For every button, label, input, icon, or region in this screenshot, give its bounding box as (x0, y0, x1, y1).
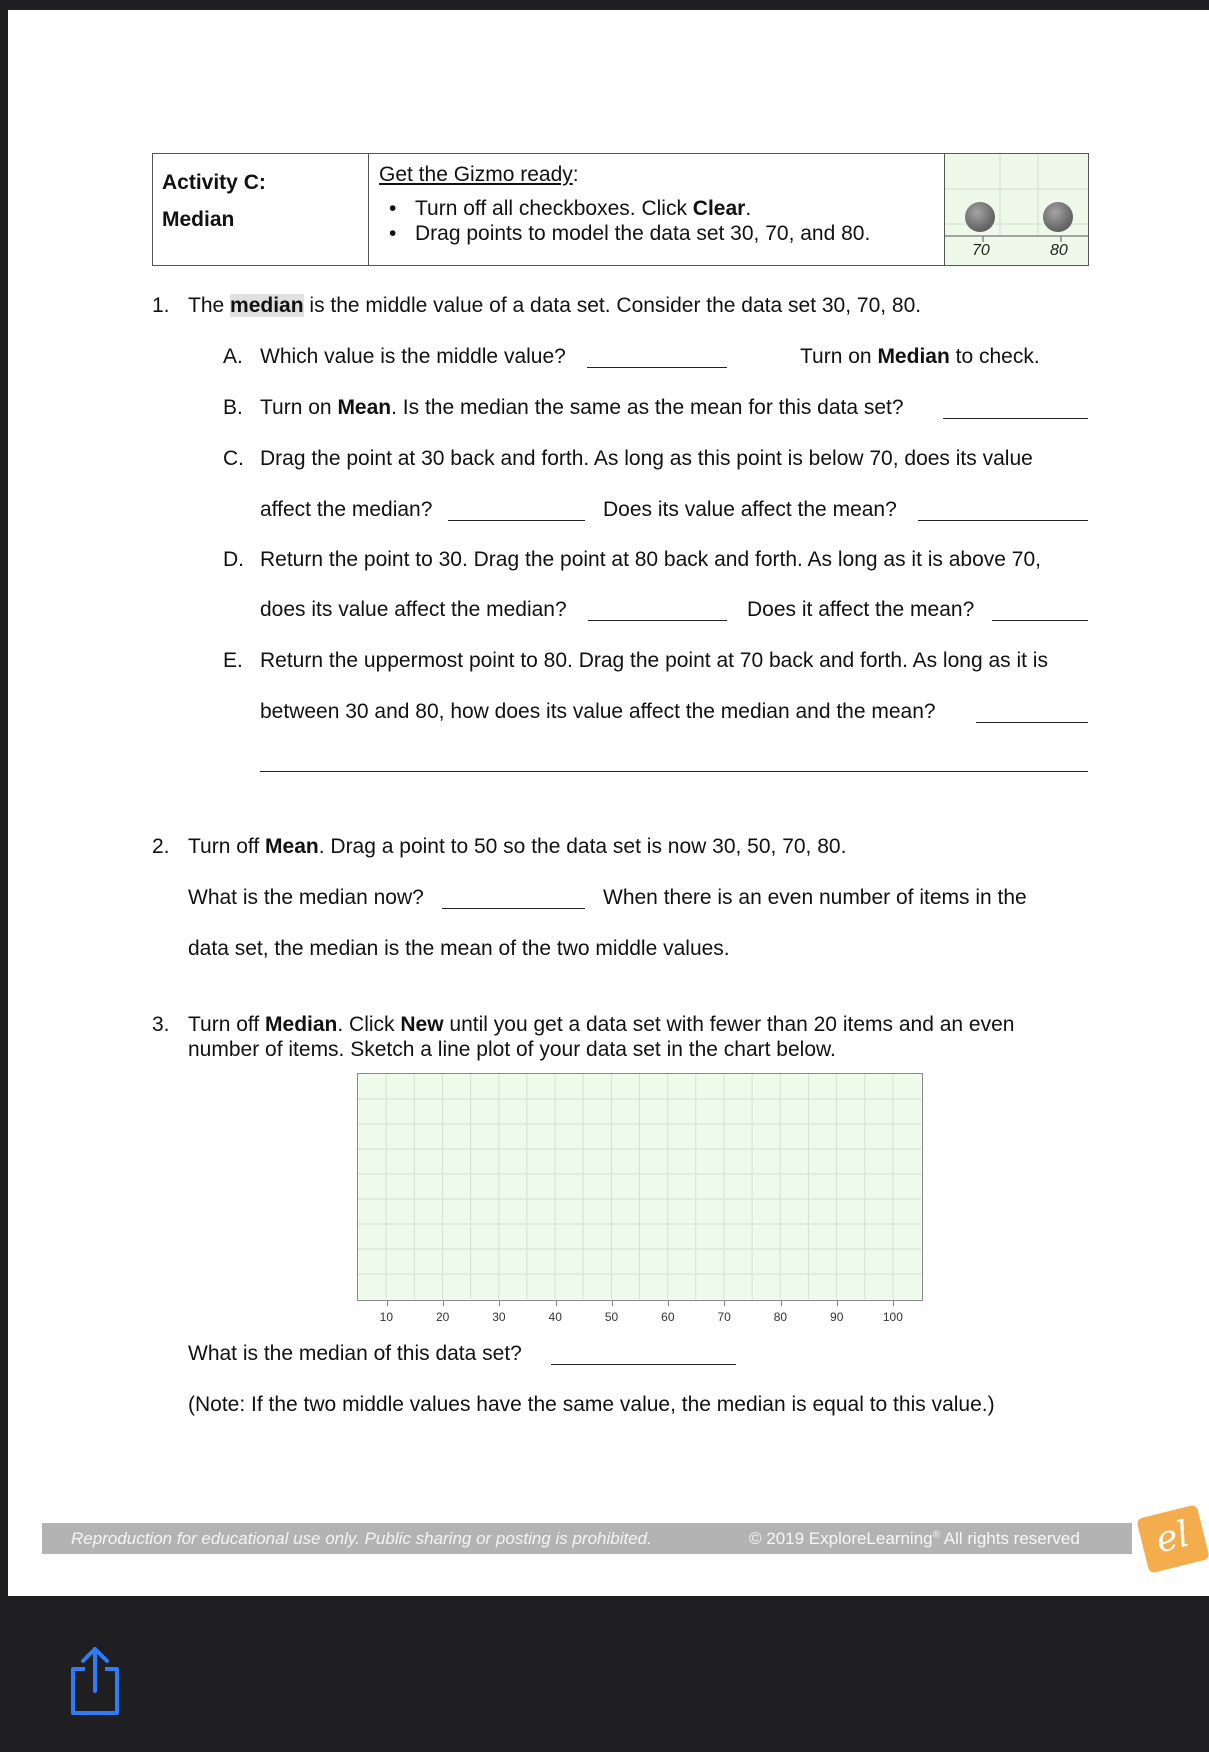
x-tick-mark (781, 1301, 782, 1306)
q1d-mean-blank[interactable] (992, 620, 1088, 621)
x-tick-mark (443, 1301, 444, 1306)
q1d-line1: Return the point to 30. Drag the point at 80 back and forth. As long as it is above 70, (260, 548, 1041, 571)
q1c-line1: Drag the point at 30 back and forth. As long as this point is below 70, does its value (260, 447, 1033, 470)
footer-bar (42, 1523, 1132, 1554)
x-axis (357, 1301, 923, 1325)
x-tick-label-50: 50 (604, 1310, 619, 1324)
bullet-dot: • (389, 222, 397, 245)
gizmo-preview-image (945, 154, 1088, 265)
q1e-answer-blank[interactable] (976, 722, 1088, 723)
footer-disclaimer: Reproduction for educational use only. Public sharing or posting is prohibited. (71, 1529, 652, 1548)
bullet-1: • Turn off all checkboxes. Click Clear. (389, 197, 752, 220)
q3-line2: number of items. Sketch a line plot of your data set in the chart below. (188, 1038, 836, 1061)
q3-note: (Note: If the two middle values have the same value, the median is equal to this value.) (188, 1393, 995, 1416)
q1-number: 1. (152, 294, 170, 317)
x-tick-label-80: 80 (773, 1310, 788, 1324)
q3-median-blank[interactable] (551, 1364, 736, 1365)
x-tick-label-40: 40 (548, 1310, 562, 1324)
q1b-answer-blank[interactable] (943, 418, 1088, 419)
q1a-text: Which value is the middle value? (260, 345, 566, 368)
activity-label: Activity C: (162, 171, 266, 194)
q2-line2a: What is the median now? (188, 886, 424, 909)
explorelearning-logo: el (1136, 1504, 1209, 1573)
bullet-2: • Drag points to model the data set 30, 70, and 80. (389, 222, 871, 245)
activity-header-table (152, 153, 1089, 266)
q1e-line1: Return the uppermost point to 80. Drag the point at 70 back and forth. As long as it is (260, 649, 1048, 672)
q3-number: 3. (152, 1013, 170, 1036)
q1c-letter: C. (223, 447, 244, 470)
q1e-line2: between 30 and 80, how does its value affect the median and the mean? (260, 700, 936, 723)
q1a-letter: A. (223, 345, 243, 368)
x-tick-mark (837, 1301, 838, 1306)
plot-grid (358, 1074, 921, 1299)
tick-label-80: 80 (1050, 242, 1068, 259)
q1d-letter: D. (223, 548, 244, 571)
data-point-70 (965, 202, 995, 232)
q2-line3: data set, the median is the mean of the two middle values. (188, 937, 730, 960)
x-tick-label-10: 10 (379, 1310, 393, 1324)
share-icon[interactable] (67, 1645, 123, 1717)
x-tick-mark (893, 1301, 894, 1306)
x-tick-label-20: 20 (435, 1310, 450, 1324)
tick-label-70: 70 (972, 242, 990, 259)
worksheet-page (8, 10, 1209, 1596)
q3-stem: Turn off Median. Click New until you get a data set with fewer than 20 items and an even (188, 1013, 1015, 1036)
data-point-80 (1043, 202, 1073, 232)
x-tick-mark (556, 1301, 557, 1306)
x-tick-label-90: 90 (830, 1310, 844, 1324)
activity-name: Median (162, 208, 235, 231)
q1-stem: The median is the middle value of a data set. Consider the data set 30, 70, 80. (188, 294, 922, 317)
x-tick-mark (499, 1301, 500, 1306)
x-tick-mark (724, 1301, 725, 1306)
instructions-cell (369, 154, 945, 265)
q2-answer-blank[interactable] (442, 908, 585, 909)
q1c-median-blank[interactable] (448, 520, 585, 521)
q1a-hint: Turn on Median to check. (800, 345, 1040, 368)
x-tick-label-70: 70 (717, 1310, 731, 1324)
q1c-mean-blank[interactable] (918, 520, 1088, 521)
x-tick-mark (668, 1301, 669, 1306)
q1e-answer-line2[interactable] (260, 771, 1088, 772)
q2-stem: Turn off Mean. Drag a point to 50 so the data set is now 30, 50, 70, 80. (188, 835, 847, 858)
activity-cell (153, 154, 369, 265)
footer-copyright: © 2019 ExploreLearning® All rights reserved (749, 1529, 1080, 1548)
q1c-line2a: affect the median? (260, 498, 433, 521)
q1b-text: Turn on Mean. Is the median the same as the mean for this data set? (260, 396, 904, 419)
x-tick-label-100: 100 (882, 1310, 903, 1324)
q2-line2b: When there is an even number of items in the (603, 886, 1027, 909)
x-tick-mark (387, 1301, 388, 1306)
q1a-answer-blank[interactable] (587, 367, 727, 368)
x-tick-label-30: 30 (492, 1310, 506, 1324)
q1b-letter: B. (223, 396, 243, 419)
q3-median-question: What is the median of this data set? (188, 1342, 522, 1365)
line-plot-chart[interactable] (357, 1073, 923, 1301)
x-tick-label-60: 60 (661, 1310, 675, 1324)
q1c-line2b: Does its value affect the mean? (603, 498, 897, 521)
x-tick-mark (612, 1301, 613, 1306)
q1d-line2b: Does it affect the mean? (747, 598, 975, 621)
ready-title: Get the Gizmo ready: (379, 163, 579, 186)
q1d-line2a: does its value affect the median? (260, 598, 567, 621)
q2-number: 2. (152, 835, 170, 858)
bullet-dot: • (389, 197, 397, 220)
q1d-median-blank[interactable] (588, 620, 727, 621)
q1e-letter: E. (223, 649, 243, 672)
